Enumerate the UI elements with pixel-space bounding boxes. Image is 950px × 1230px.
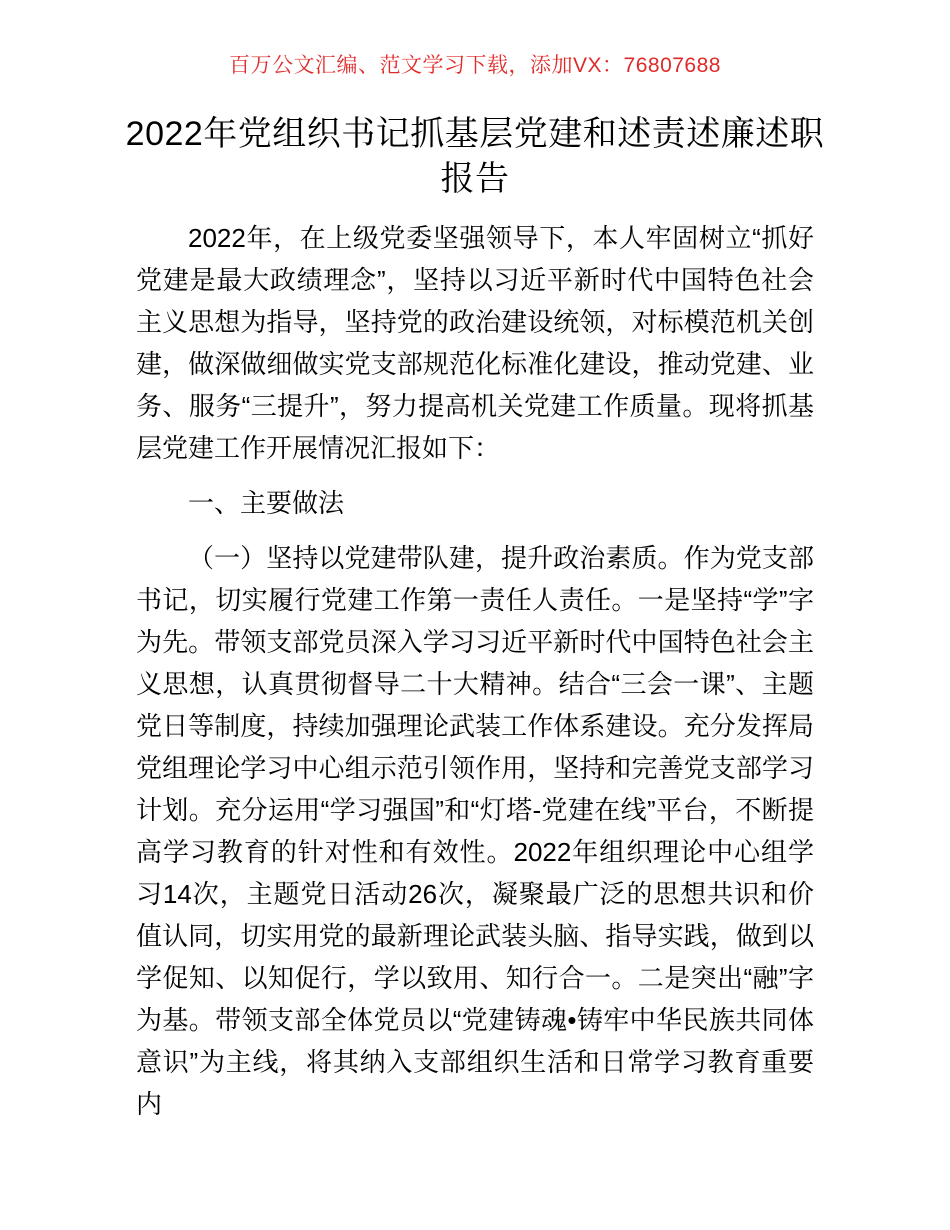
section-heading-main-practices: 一、主要做法 (188, 488, 345, 518)
header-watermark-notice: 百万公文汇编、范文学习下载，添加VX：76807688 (229, 54, 721, 77)
paragraph-practice-one: （一）坚持以党建带队建，提升政治素质。作为党支部书记，切实履行党建工作第一责任人责任。一是坚持“学”字为先。带领支部党员深入学习习近平新时代中国特色社会主义思想，认真贯彻督导二十大精神。结合“三会一课”、主题党日等制度，持续加强理论武装工作体系建设。充分发挥局党组理论学习中心组示范引领作用，坚持和完善党支部学习计划。充分运用“学习强国”和“灯塔-党建在线”平台，不断提高学习教育的针对性和有效性。2022年组织理论中心组学习14次，主题党日活动26次，凝聚最广泛的思想共识和价值认同，切实用党的最新理论武装头脑、指导实践，做到以学促知、以知促行，学以致用、知行合一。二是突出“融”字为基。带领支部全体党员以“党建铸魂•铸牢中华民族共同体意识”为主线，将其纳入支部组织生活和日常学习教育重要内 (136, 543, 814, 1119)
document-title: 2022年党组织书记抓基层党建和述责述廉述职报告 (125, 115, 825, 198)
document-body (136, 217, 814, 1125)
paragraph-intro: 2022年，在上级党委坚强领导下，本人牢固树立“抓好党建是最大政绩理念”，坚持以习近平新时代中国特色社会主义思想为指导，坚持党的政治建设统领，对标模范机关创建，做深做细做实党支部规范化标准化建设，推动党建、业务、服务“三提升”，努力提高机关党建工作质量。现将抓基层党建工作开展情况汇报如下： (136, 223, 814, 463)
